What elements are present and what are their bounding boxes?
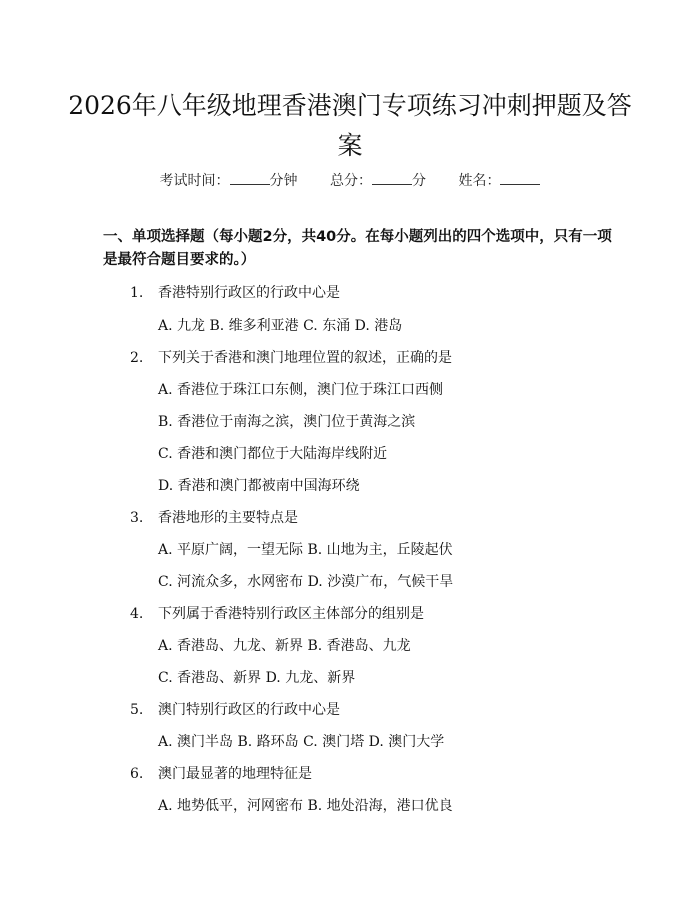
question-options: D. 香港和澳门都被南中国海环绕 <box>158 478 360 494</box>
question-stem <box>130 507 298 527</box>
question-number: 6. <box>130 766 144 782</box>
name-blank <box>500 172 540 185</box>
question-options: C. 香港岛、新界 D. 九龙、新界 <box>158 670 356 686</box>
name-label: 姓名： <box>458 173 501 189</box>
question-stem <box>130 282 340 302</box>
question-text: 澳门特别行政区的行政中心是 <box>158 702 340 718</box>
page-title: 2026年八年级地理香港澳门专项练习冲刺押题及答案 <box>68 91 632 160</box>
question-stem <box>130 347 452 367</box>
question-options: A. 平原广阔，一望无际 B. 山地为主，丘陵起伏 <box>158 542 453 558</box>
time-blank <box>230 172 270 185</box>
score-blank <box>372 172 412 185</box>
time-label: 考试时间： <box>159 173 230 189</box>
question-options: A. 香港岛、九龙、新界 B. 香港岛、九龙 <box>158 638 411 654</box>
question-number: 2. <box>130 350 144 366</box>
question-options: A. 香港位于珠江口东侧，澳门位于珠江口西侧 <box>158 382 444 398</box>
section-heading: 一、单项选择题（每小题2分，共40分。在每小题列出的四个选项中，只有一项是最符合题目要求的。） <box>103 229 612 268</box>
question-number: 3. <box>130 510 144 526</box>
exam-meta <box>0 170 700 190</box>
question-options: C. 河流众多，水网密布 D. 沙漠广布，气候干旱 <box>158 574 454 590</box>
question-options: A. 澳门半岛 B. 路环岛 C. 澳门塔 D. 澳门大学 <box>158 734 445 750</box>
question-options: A. 地势低平，河网密布 B. 地处沿海，港口优良 <box>158 798 453 814</box>
question-text: 下列关于香港和澳门地理位置的叙述，正确的是 <box>158 350 452 366</box>
time-unit: 分钟 <box>269 173 298 189</box>
question-text: 澳门最显著的地理特征是 <box>158 766 312 782</box>
exam-score <box>330 170 426 190</box>
exam-time <box>160 170 298 190</box>
question-number: 1. <box>130 285 144 301</box>
question-number: 4. <box>130 606 144 622</box>
question-text: 香港地形的主要特点是 <box>158 510 298 526</box>
score-unit: 分 <box>412 173 426 189</box>
question-text: 下列属于香港特别行政区主体部分的组别是 <box>158 606 424 622</box>
question-stem <box>130 699 340 719</box>
question-text: 香港特别行政区的行政中心是 <box>158 285 340 301</box>
question-options: C. 香港和澳门都位于大陆海岸线附近 <box>158 446 388 462</box>
question-number: 5. <box>130 702 144 718</box>
question-options: A. 九龙 B. 维多利亚港 C. 东涌 D. 港岛 <box>158 318 403 334</box>
question-stem <box>130 763 312 783</box>
question-stem <box>130 603 424 623</box>
score-label: 总分： <box>330 173 372 189</box>
question-options: B. 香港位于南海之滨，澳门位于黄海之滨 <box>158 414 416 430</box>
exam-name <box>458 170 540 190</box>
